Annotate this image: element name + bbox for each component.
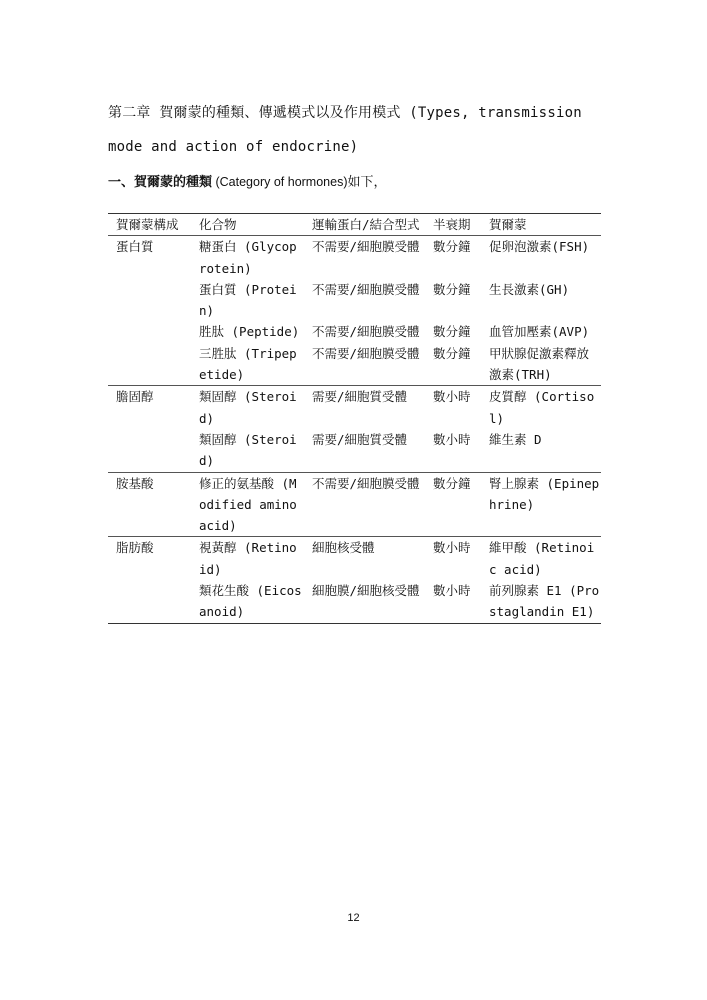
header-hormone: 賀爾蒙	[489, 217, 527, 232]
half-life-cell: 數小時	[433, 540, 471, 556]
compound-cell: 糖蛋白 (Glycoprotein)	[199, 239, 297, 276]
transport-cell: 不需要/細胞膜受體	[312, 475, 420, 491]
compound-cell: 類花生酸 (Eicosanoid)	[199, 583, 302, 620]
half-life-cell: 數小時	[433, 431, 471, 447]
header-compound: 化合物	[199, 217, 237, 232]
compound-cell: 蛋白質 (Protein)	[199, 281, 297, 319]
half-life-cell: 數分鐘	[433, 475, 471, 491]
group-class-cell: 蛋白質	[116, 239, 154, 255]
transport-cell: 不需要/細胞膜受體	[312, 345, 420, 361]
transport-cell: 需要/細胞質受體	[312, 431, 408, 447]
hormone-table	[108, 213, 601, 624]
transport-cell: 需要/細胞質受體	[312, 389, 408, 405]
half-life-cell: 數小時	[433, 389, 471, 405]
compound-cell: 三胜肽 (Tripepetide)	[199, 345, 297, 383]
hormone-cell: 皮質醇 (Cortisol)	[489, 389, 595, 426]
transport-cell: 不需要/細胞膜受體	[312, 324, 420, 340]
header-transport: 運輸蛋白/結合型式	[312, 217, 420, 232]
half-life-cell: 數小時	[433, 583, 471, 599]
group-class-cell: 膽固醇	[116, 389, 154, 405]
table-row	[108, 472, 601, 537]
compound-cell: 修正的氨基酸 (Modified amino acid)	[199, 475, 297, 534]
compound-cell: 類固醇 (Steroid)	[199, 431, 297, 469]
hormone-cell: 生長激素(GH)	[489, 281, 570, 297]
group-protein	[108, 236, 601, 386]
hormone-cell: 維生素 D	[489, 431, 542, 447]
page-number: 12	[347, 912, 360, 924]
transport-cell: 細胞膜/細胞核受體	[312, 583, 420, 599]
table-header-row	[108, 214, 601, 236]
compound-cell: 視黃醇 (Retinoid)	[199, 540, 297, 577]
section-title-tail: 如下，	[347, 175, 387, 190]
section-title-bold: 一、賀爾蒙的種類	[108, 175, 213, 190]
hormone-cell: 前列腺素 E1 (Prostaglandin E1)	[489, 583, 600, 620]
half-life-cell: 數分鐘	[433, 324, 471, 340]
transport-cell: 不需要/細胞膜受體	[312, 239, 420, 255]
chapter-title: 第二章 賀爾蒙的種類、傳遞模式以及作用模式 (Types, transmission mode and action of endocrine)	[108, 105, 582, 155]
half-life-cell: 數分鐘	[433, 239, 471, 255]
half-life-cell: 數分鐘	[433, 281, 471, 297]
transport-cell: 細胞核受體	[312, 540, 375, 556]
table-row	[108, 537, 601, 580]
group-fatty-acid	[108, 537, 601, 623]
header-class: 賀爾蒙構成	[116, 217, 179, 232]
group-amino-acid	[108, 472, 601, 537]
compound-cell: 胜肽 (Peptide)	[199, 324, 300, 340]
table-row	[108, 236, 601, 279]
compound-cell: 類固醇 (Steroid)	[199, 389, 297, 426]
hormone-cell: 甲狀腺促激素釋放激素(TRH)	[489, 345, 590, 383]
section-title	[108, 172, 387, 193]
header-half-life: 半衰期	[433, 217, 471, 232]
group-class-cell: 胺基酸	[116, 475, 154, 491]
table-row	[108, 386, 601, 429]
section-title-english: (Category of hormones)	[212, 175, 348, 189]
transport-cell: 不需要/細胞膜受體	[312, 281, 420, 297]
hormone-cell: 維甲酸 (Retinoic acid)	[489, 540, 595, 577]
group-class-cell: 脂肪酸	[116, 540, 154, 556]
hormone-cell: 血管加壓素(AVP)	[489, 324, 590, 340]
hormone-cell: 促卵泡激素(FSH)	[489, 239, 590, 255]
half-life-cell: 數分鐘	[433, 345, 471, 361]
group-cholesterol	[108, 386, 601, 472]
hormone-cell: 腎上腺素 (Epinephrine)	[489, 475, 600, 512]
